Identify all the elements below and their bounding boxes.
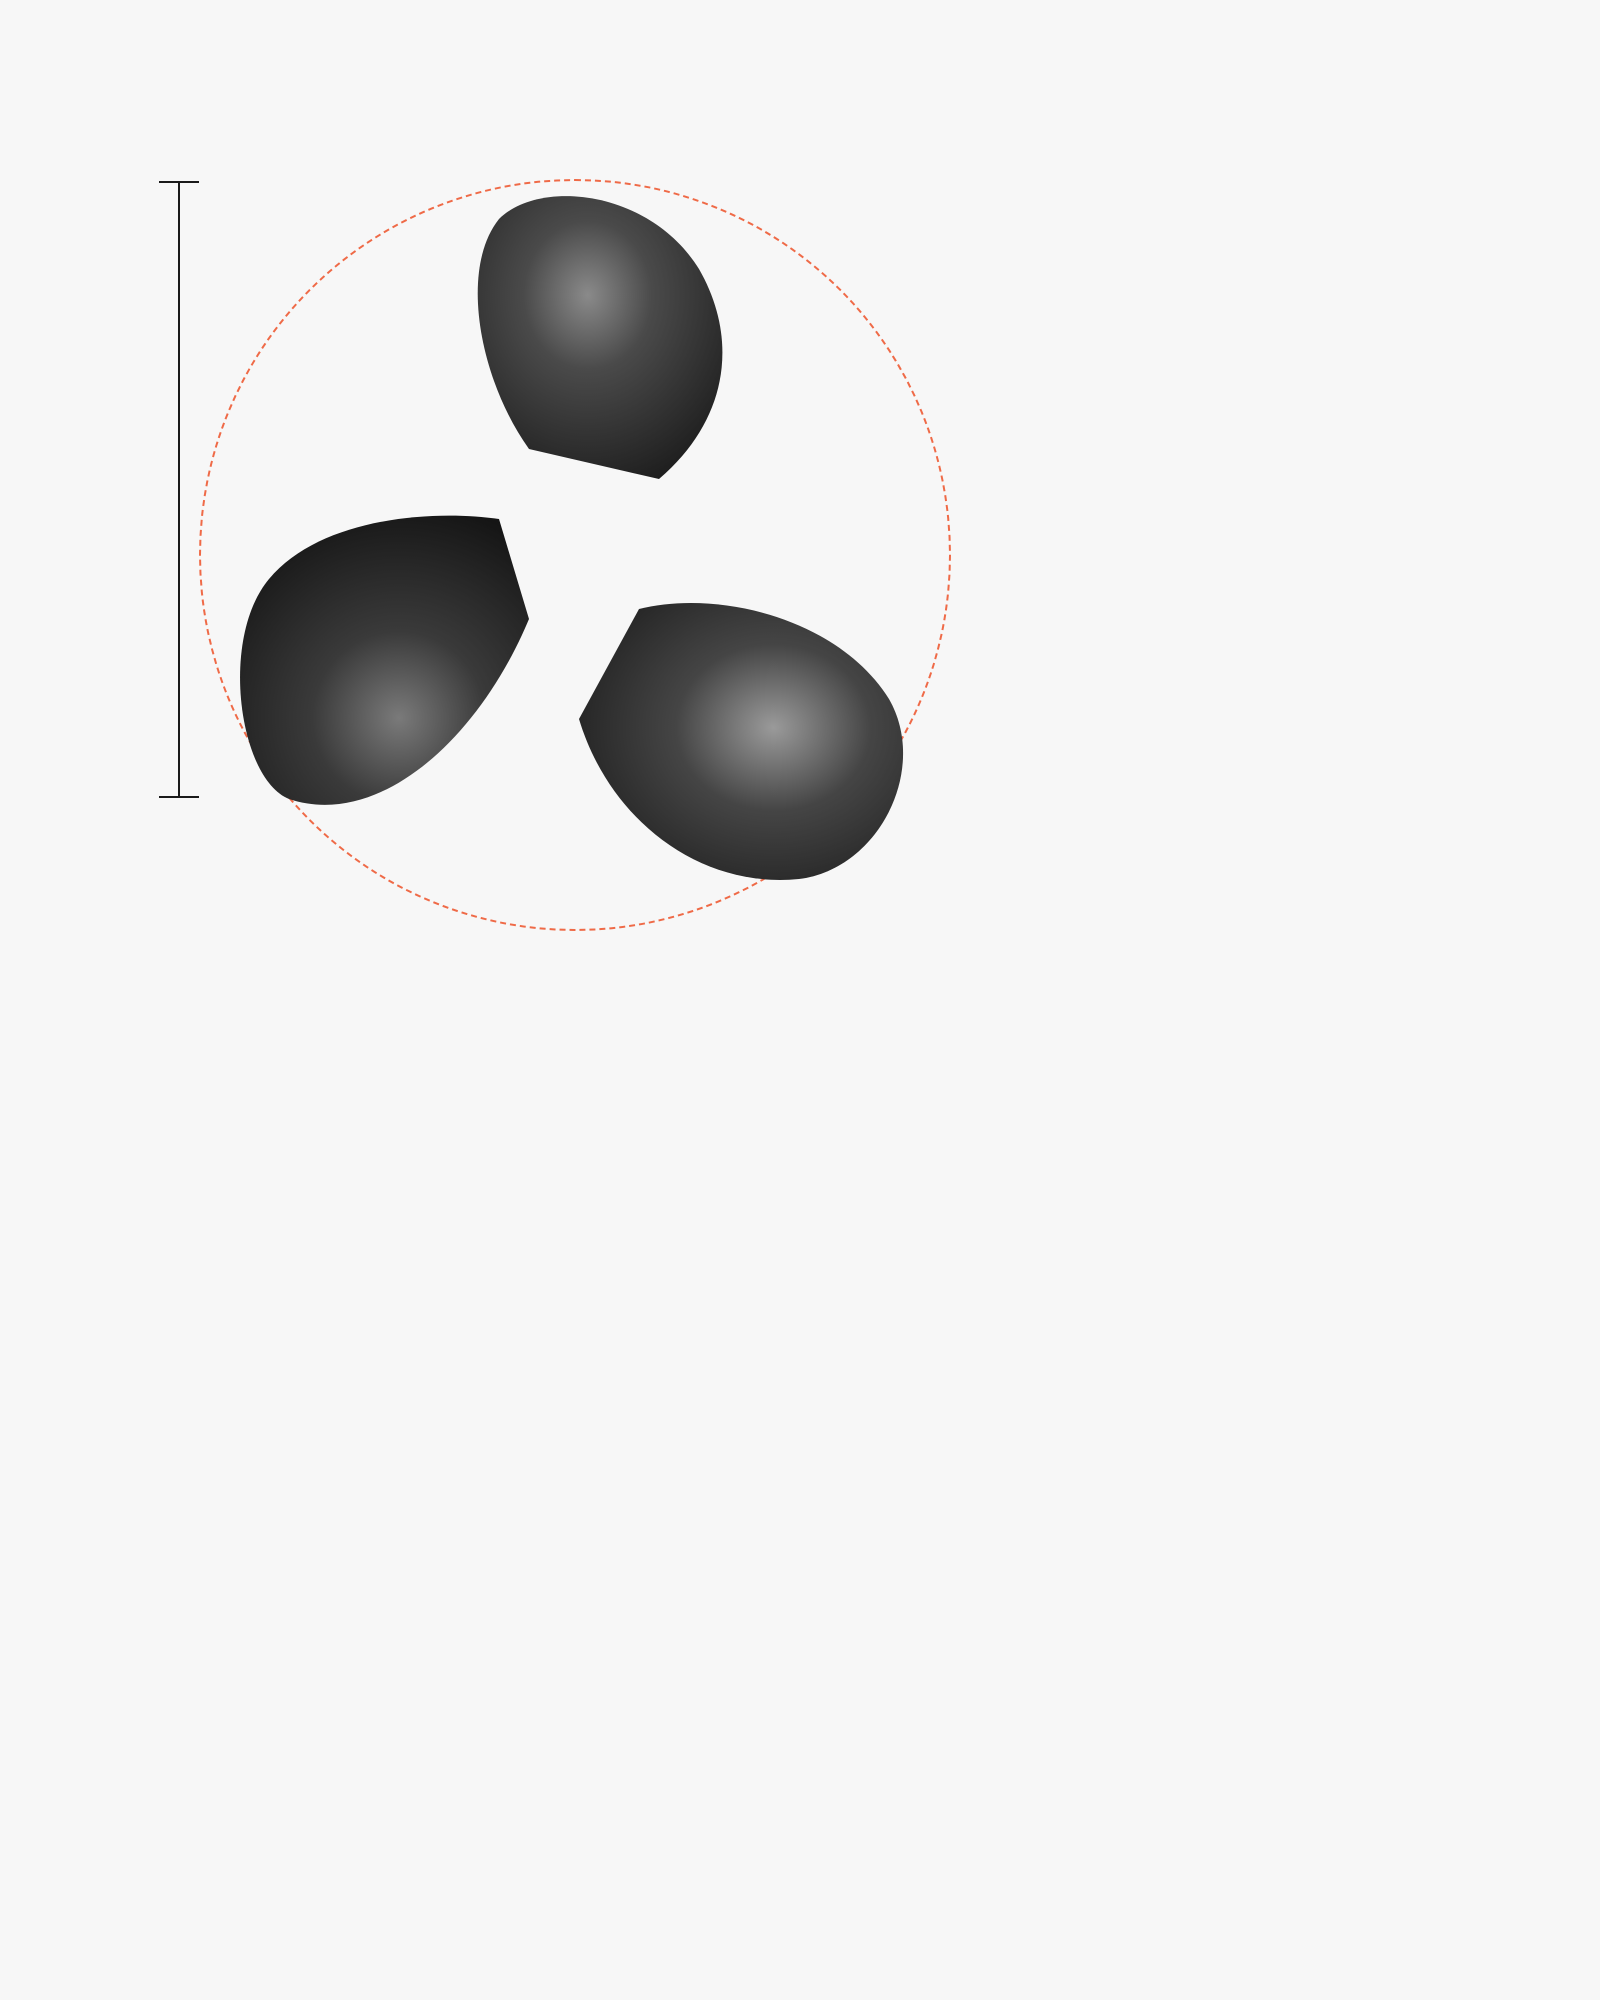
blade-top <box>478 196 723 479</box>
dimension-cap-bottom <box>159 796 199 798</box>
dimension-line-vertical <box>178 181 180 797</box>
propeller-front-view-image <box>199 179 951 931</box>
blade-right <box>579 603 903 880</box>
blade-left <box>240 516 529 805</box>
